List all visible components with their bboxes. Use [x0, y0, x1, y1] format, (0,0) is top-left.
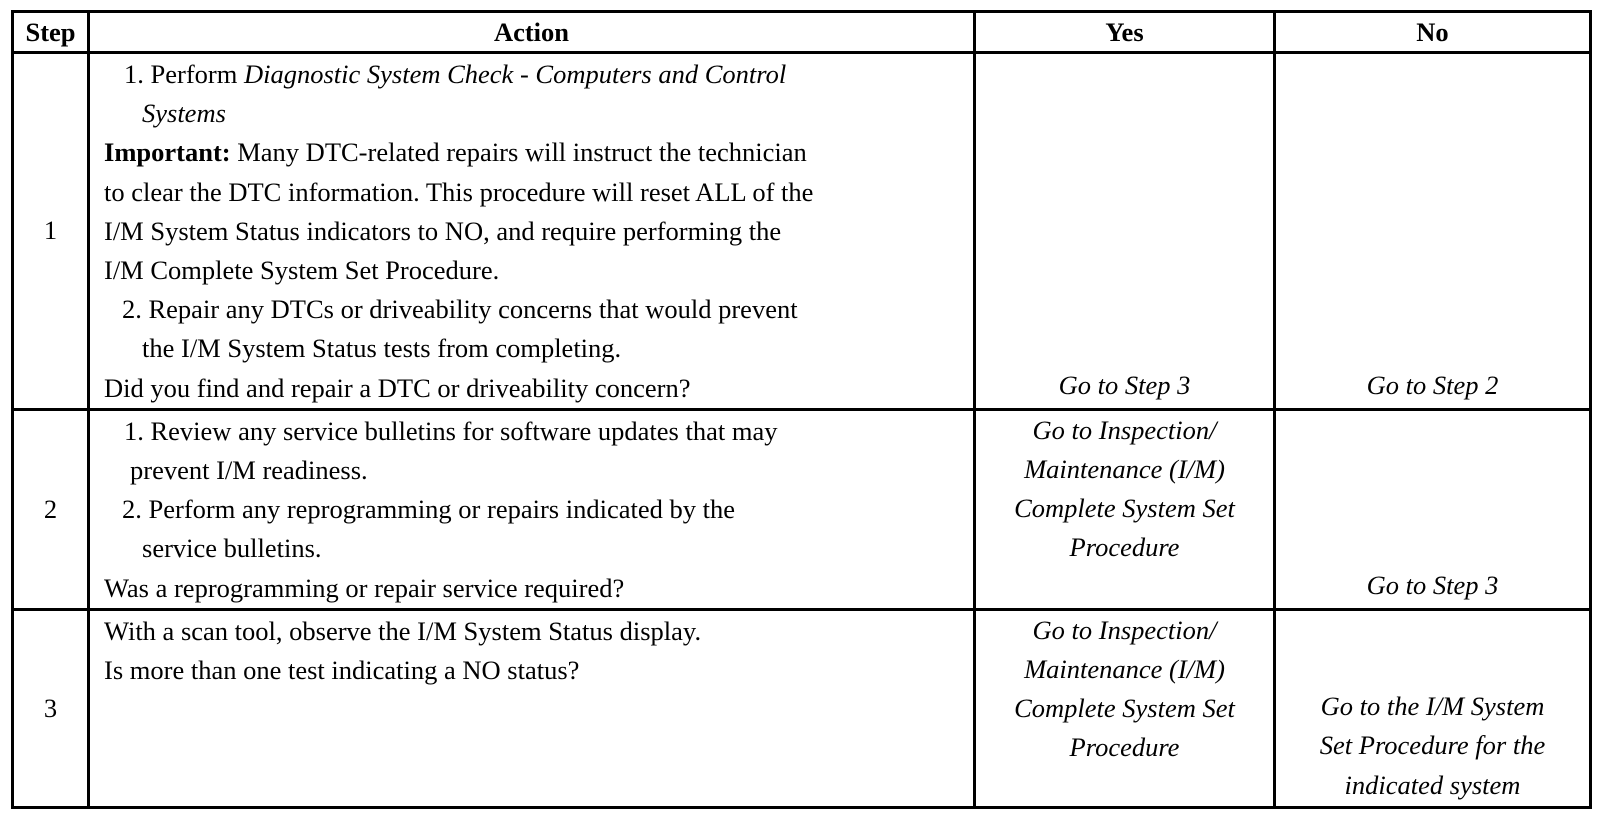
action-item-cont: the I/M System Status tests from completing.	[142, 333, 622, 364]
diagnostic-system-check-link[interactable]: Diagnostic System Check - Computers and Control	[243, 59, 787, 89]
no-cell	[1275, 53, 1591, 410]
header-action: Action	[89, 12, 975, 53]
table-header-row	[13, 12, 1591, 53]
yes-link-im-complete-system-set[interactable]: Procedure	[1069, 732, 1180, 763]
no-link-im-system-set-procedure[interactable]: Set Procedure for the	[1319, 730, 1546, 761]
yes-cell	[975, 53, 1275, 410]
no-link-go-to-step-3[interactable]: Go to Step 3	[1366, 569, 1499, 600]
action-cell	[89, 53, 975, 410]
yes-cell	[975, 409, 1275, 609]
yes-link-go-to-step-3[interactable]: Go to Step 3	[1058, 369, 1191, 400]
diagnostic-table-container	[11, 10, 1589, 809]
header-yes: Yes	[975, 12, 1275, 53]
yes-link-im-complete-system-set[interactable]: Complete System Set	[1014, 493, 1235, 524]
action-instruction: With a scan tool, observe the I/M System Status display.	[104, 615, 702, 646]
yes-cell	[975, 609, 1275, 807]
important-note-line: I/M System Status indicators to NO, and require performing the	[104, 215, 782, 246]
important-note-line: I/M Complete System Set Procedure.	[104, 255, 500, 286]
step-number: 2	[13, 409, 89, 609]
no-link-im-system-set-procedure[interactable]: indicated system	[1344, 769, 1521, 800]
action-question: Is more than one test indicating a NO status?	[104, 655, 580, 686]
no-link-im-system-set-procedure[interactable]: Go to the I/M System	[1320, 691, 1545, 722]
no-link-go-to-step-2[interactable]: Go to Step 2	[1366, 369, 1499, 400]
action-item-cont: prevent I/M readiness.	[130, 455, 368, 486]
important-label: Important:	[104, 137, 231, 168]
table-row-step-3	[13, 609, 1591, 807]
important-note: Important: Many DTC-related repairs will instruct the technician	[104, 137, 807, 168]
yes-link-im-complete-system-set[interactable]: Procedure	[1069, 532, 1180, 563]
table-row-step-1	[13, 53, 1591, 410]
action-cell	[89, 609, 975, 807]
diagnostic-table	[11, 10, 1592, 809]
action-item: 1. Review any service bulletins for software updates that may	[124, 415, 778, 446]
table-row-step-2	[13, 409, 1591, 609]
no-cell	[1275, 409, 1591, 609]
action-cell	[89, 409, 975, 609]
yes-link-im-complete-system-set[interactable]: Maintenance (I/M)	[1024, 654, 1225, 685]
action-item: 2. Perform any reprogramming or repairs indicated by the	[122, 494, 735, 525]
header-step: Step	[13, 12, 89, 53]
no-cell	[1275, 609, 1591, 807]
action-question: Did you find and repair a DTC or driveability concern?	[104, 372, 691, 403]
action-item: 2. Repair any DTCs or driveability concerns that would prevent	[122, 294, 798, 325]
diagnostic-system-check-link-cont[interactable]: Systems	[142, 98, 226, 129]
step-number: 1	[13, 53, 89, 410]
step-number: 3	[13, 609, 89, 807]
header-no: No	[1275, 12, 1591, 53]
action-question: Was a reprogramming or repair service required?	[104, 572, 625, 603]
yes-link-im-complete-system-set[interactable]: Maintenance (I/M)	[1024, 454, 1225, 485]
important-note-line: to clear the DTC information. This procedure will reset ALL of the	[104, 176, 814, 207]
yes-link-im-complete-system-set[interactable]: Go to Inspection/	[1032, 614, 1217, 645]
yes-link-im-complete-system-set[interactable]: Complete System Set	[1014, 693, 1235, 724]
action-item: 1. Perform Diagnostic System Check - Computers and Control	[124, 59, 787, 89]
yes-link-im-complete-system-set[interactable]: Go to Inspection/	[1032, 414, 1217, 445]
action-item-cont: service bulletins.	[142, 533, 322, 564]
